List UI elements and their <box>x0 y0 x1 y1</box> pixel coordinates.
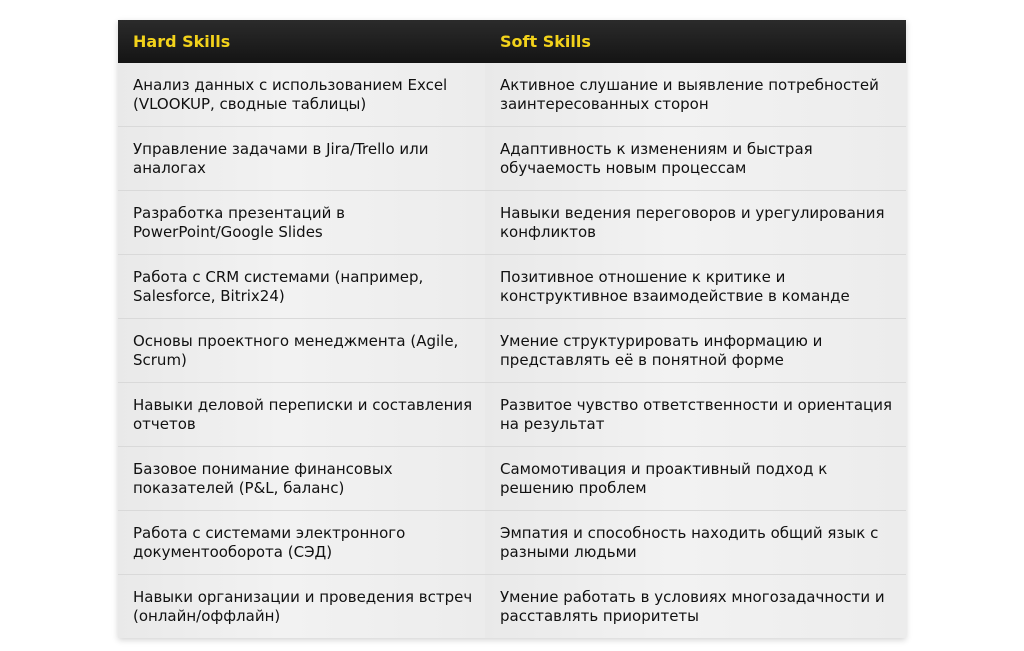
header-hard-skills: Hard Skills <box>118 20 485 63</box>
soft-skill-cell: Умение работать в условиях многозадачности и расставлять приоритеты <box>485 575 906 639</box>
header-soft-skills: Soft Skills <box>485 20 906 63</box>
hard-skill-cell: Навыки деловой переписки и составления отчетов <box>118 383 485 447</box>
skills-table-container <box>118 20 906 638</box>
hard-skill-cell: Основы проектного менеджмента (Agile, Scrum) <box>118 319 485 383</box>
soft-skill-cell: Развитое чувство ответственности и ориентация на результат <box>485 383 906 447</box>
soft-skill-cell: Позитивное отношение к критике и конструктивное взаимодействие в команде <box>485 255 906 319</box>
soft-skill-cell: Эмпатия и способность находить общий язык с разными людьми <box>485 511 906 575</box>
hard-skill-cell: Управление задачами в Jira/Trello или аналогах <box>118 127 485 191</box>
table-row <box>118 127 906 191</box>
hard-skill-cell: Разработка презентаций в PowerPoint/Google Slides <box>118 191 485 255</box>
skills-table <box>118 20 906 638</box>
table-header <box>118 20 906 63</box>
soft-skill-cell: Самомотивация и проактивный подход к решению проблем <box>485 447 906 511</box>
soft-skill-cell: Адаптивность к изменениям и быстрая обучаемость новым процессам <box>485 127 906 191</box>
hard-skill-cell: Работа с CRM системами (например, Salesforce, Bitrix24) <box>118 255 485 319</box>
soft-skill-cell: Активное слушание и выявление потребностей заинтересованных сторон <box>485 63 906 127</box>
table-row <box>118 191 906 255</box>
hard-skill-cell: Работа с системами электронного документооборота (СЭД) <box>118 511 485 575</box>
table-row <box>118 575 906 639</box>
table-row <box>118 63 906 127</box>
table-row <box>118 383 906 447</box>
table-row <box>118 319 906 383</box>
header-row <box>118 20 906 63</box>
soft-skill-cell: Умение структурировать информацию и представлять её в понятной форме <box>485 319 906 383</box>
hard-skill-cell: Анализ данных с использованием Excel (VLOOKUP, сводные таблицы) <box>118 63 485 127</box>
hard-skill-cell: Базовое понимание финансовых показателей (P&L, баланс) <box>118 447 485 511</box>
table-body <box>118 63 906 638</box>
table-row <box>118 255 906 319</box>
table-row <box>118 511 906 575</box>
soft-skill-cell: Навыки ведения переговоров и урегулирования конфликтов <box>485 191 906 255</box>
hard-skill-cell: Навыки организации и проведения встреч (онлайн/оффлайн) <box>118 575 485 639</box>
table-row <box>118 447 906 511</box>
